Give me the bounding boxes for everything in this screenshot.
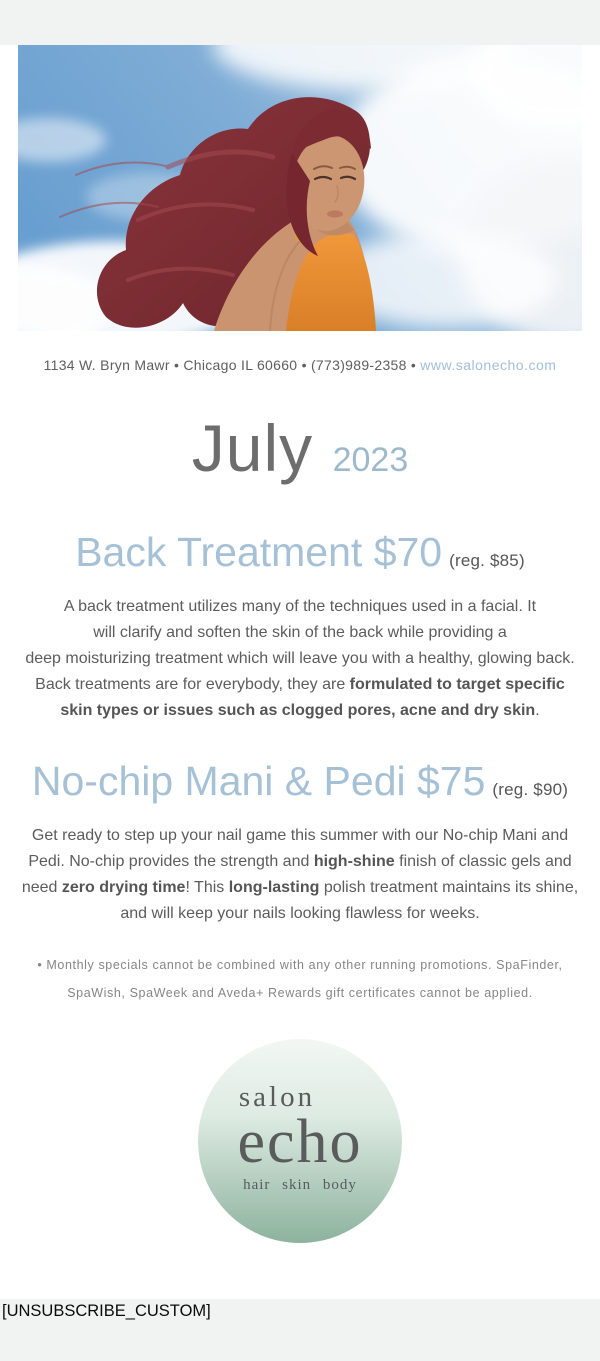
- text-run-bold: formulated to target specific: [349, 676, 565, 693]
- hero-photo-illustration: [18, 45, 582, 331]
- regular-price-label: (reg. $85): [449, 551, 525, 570]
- month-heading: [0, 411, 600, 485]
- special-title-text: Back Treatment $70: [75, 529, 443, 575]
- text-run: finish of classic gels and: [394, 853, 572, 870]
- text-run: SpaWish, SpaWeek and Aveda+ Rewards gift certificates cannot be applied.: [67, 986, 533, 1000]
- text-run-bold: skin types or issues such as clogged pores, acne and dry skin: [60, 702, 536, 719]
- month-year: 2023: [332, 441, 409, 479]
- text-run-bold: zero drying time: [61, 879, 186, 896]
- special-title-back-treatment: [0, 529, 600, 584]
- text-run: polish treatment maintains its shine,: [319, 879, 579, 896]
- text-run-bold: long-lasting: [228, 879, 320, 896]
- special-title-no-chip: [0, 758, 600, 813]
- address-text: 1134 W. Bryn Mawr • Chicago IL 60660 • (773)989-2358 •: [43, 357, 421, 373]
- disclaimer-text: [4, 951, 596, 1007]
- logo-tagline: hair skin body: [243, 1177, 357, 1193]
- address-line: [0, 357, 600, 373]
- text-run: Get ready to step up your nail game this summer with our No-chip Mani and: [31, 827, 569, 844]
- logo-echo-wordmark: echo: [237, 1108, 363, 1176]
- text-run: and will keep your nails looking flawless for weeks.: [120, 905, 480, 922]
- hero-photo: [18, 45, 582, 331]
- salon-website-link[interactable]: www.salonecho.com: [420, 357, 557, 373]
- page-top-margin: [0, 0, 600, 45]
- logo-salon-text: salon: [238, 1081, 316, 1113]
- text-run: Back treatments are for everybody, they are: [35, 676, 350, 693]
- back-treatment-description: [6, 594, 594, 724]
- text-run: need: [21, 879, 62, 896]
- text-run-bold: high-shine: [313, 853, 395, 870]
- email-footer: [0, 1299, 600, 1361]
- special-title-text: No-chip Mani & Pedi $75: [31, 758, 486, 804]
- text-run: • Monthly specials cannot be combined with any other running promotions. SpaFinder,: [37, 958, 563, 972]
- regular-price-label: (reg. $90): [492, 780, 569, 799]
- no-chip-description: [6, 823, 594, 927]
- salon-echo-logo: [198, 1039, 402, 1243]
- text-run: will clarify and soften the skin of the back while providing a: [93, 624, 507, 641]
- text-run: deep moisturizing treatment which will leave you with a healthy, glowing back.: [25, 650, 575, 667]
- text-run: A back treatment utilizes many of the techniques used in a facial. It: [63, 598, 537, 615]
- month-name: July: [191, 411, 314, 485]
- text-run: ! This: [185, 879, 229, 896]
- text-run: .: [535, 702, 540, 719]
- unsubscribe-placeholder: [UNSUBSCRIBE_CUSTOM]: [2, 1302, 211, 1320]
- email-body: [0, 45, 600, 1299]
- text-run: Pedi. No-chip provides the strength and: [28, 853, 314, 870]
